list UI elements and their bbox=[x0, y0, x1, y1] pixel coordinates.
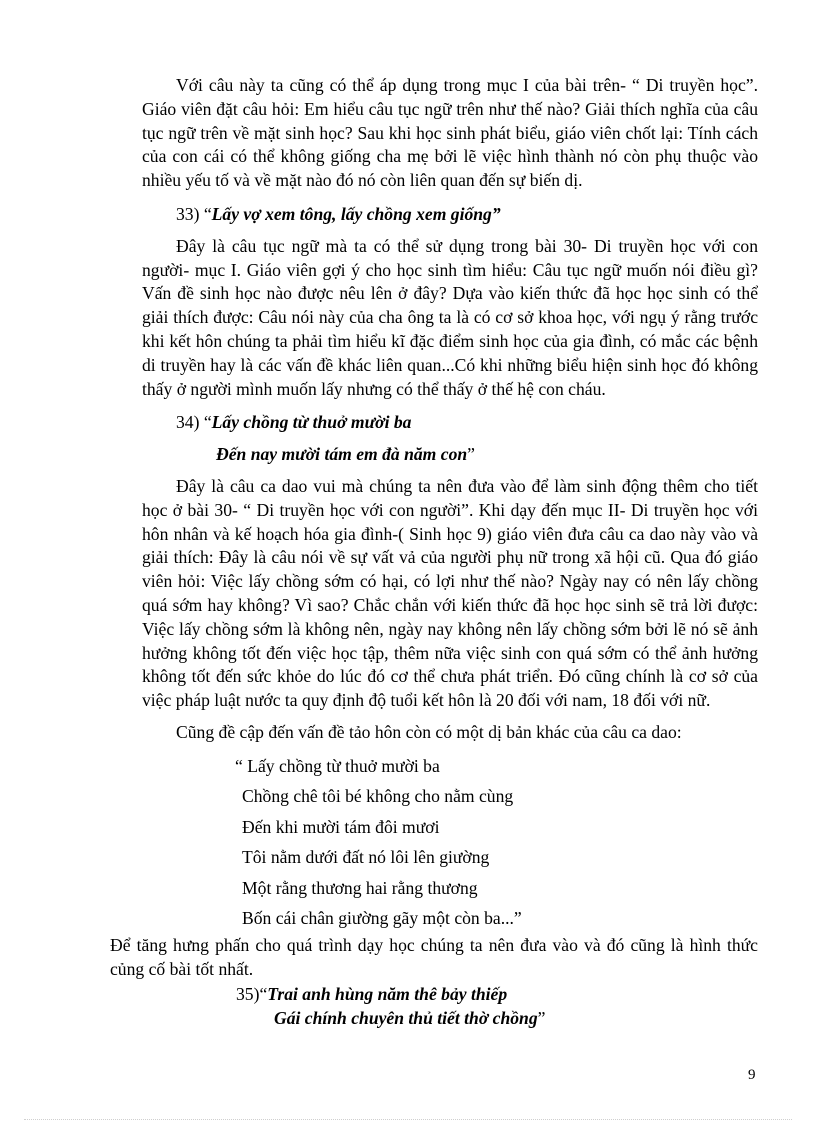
page-content bbox=[110, 74, 758, 1031]
poem-line: Tôi nằm dưới đất nó lôi lên giường bbox=[242, 847, 490, 868]
heading-34-close: ” bbox=[467, 444, 475, 465]
heading-35 bbox=[142, 983, 758, 1007]
page-number: 9 bbox=[748, 1067, 756, 1083]
poem-line: “ Lấy chồng từ thuở mười ba bbox=[235, 755, 440, 776]
heading-34-number: 34) “ bbox=[176, 412, 212, 433]
heading-33 bbox=[142, 203, 758, 227]
poem bbox=[235, 751, 758, 934]
poem-line: Đến khi mười tám đôi mươi bbox=[242, 816, 440, 837]
footer-divider bbox=[24, 1119, 792, 1120]
paragraph-1: Với câu này ta cũng có thể áp dụng trong mục I của bài trên- “ Di truyền học”. Giáo viên đặt câu hỏi: Em hiểu câu tục ngữ trên như thế nào? Giải thích nghĩa của câu tục ngữ trên về mặt sinh học? Sau khi học sinh phát biểu, giáo viên chốt lại: Tính cách của con cái có thể không giống cha mẹ bởi lẽ việc hình thành nó còn phụ thuộc vào nhiều yếu tố và về mặt nào đó nó còn liên quan đến sự biến dị. bbox=[142, 75, 758, 191]
heading-34-subline bbox=[142, 443, 758, 467]
heading-35-line-1: Trai anh hùng năm thê bảy thiếp bbox=[267, 984, 508, 1005]
paragraph-2: Đây là câu tục ngữ mà ta có thể sử dụng trong bài 30- Di truyền học với con người- mục I. Giáo viên gợi ý cho học sinh tìm hiểu: Câu tục ngữ muốn nói điều gì? Vấn đề sinh học nào được nêu lên ở đây? Dựa vào kiến thức đã học học sinh có thể giải thích được: Câu nói này của cha ông ta là có cơ sở khoa học, với ngụ ý rằng trước khi kết hôn chúng ta phải tìm hiểu kĩ đặc điểm sinh học của gia đình, có mắc các bệnh di truyền hay là các vấn đề khác liên quan...Có khi những biểu hiện sinh học đó không thấy ở người mình muốn lấy nhưng có thể thấy ở thế hệ con cháu. bbox=[142, 235, 758, 399]
heading-35-close: ” bbox=[537, 1008, 546, 1029]
paragraph-5: Để tăng hưng phấn cho quá trình dạy học chúng ta nên đưa vào và đó cũng là hình thức củng cố bài tốt nhất. bbox=[110, 934, 758, 979]
poem-line: Bốn cái chân giường gãy một còn ba...” bbox=[242, 908, 522, 929]
heading-35-line-2: Gái chính chuyên thủ tiết thờ chồng bbox=[274, 1008, 538, 1029]
heading-35-second bbox=[142, 1007, 758, 1031]
heading-33-number: 33) “ bbox=[176, 203, 212, 224]
heading-34-sub: Đến nay mười tám em đà năm con bbox=[216, 444, 468, 465]
poem-line: Chồng chê tôi bé không cho nằm cùng bbox=[242, 786, 514, 807]
heading-33-title: Lấy vợ xem tông, lấy chồng xem giống” bbox=[211, 203, 501, 224]
paragraph-4: Cũng đề cập đến vấn đề tảo hôn còn có một dị bản khác của câu ca dao: bbox=[176, 721, 682, 742]
heading-34 bbox=[142, 411, 758, 435]
poem-line: Một rằng thương hai rằng thương bbox=[242, 877, 478, 898]
heading-35-number: 35)“ bbox=[236, 984, 268, 1005]
paragraph-3: Đây là câu ca dao vui mà chúng ta nên đưa vào để làm sinh động thêm cho tiết học ở bài 30- “ Di truyền học với con người”. Khi dạy đến mục II- Di truyền học với hôn nhân và kế hoạch hóa gia đình-( Sinh học 9) giáo viên đưa câu ca dao này vào và giải thích: Đây là câu nói về sự vất vả của người phụ nữ trong xã hội cũ. Qua đó giáo viên hỏi: Việc lấy chồng sớm có hại, có lợi như thế nào? Ngày nay có nên lấy chồng quá sớm hay không? Vì sao? Chắc chắn với kiến thức đã học học sinh sẽ trả lời được: Việc lấy chồng sớm là không nên, ngày nay không nên lấy chồng sớm bởi lẽ nó sẽ ảnh hưởng không tốt đến việc học tập, thêm nữa việc sinh con quá sớm có thể ảnh hưởng không tốt đến sức khỏe do lúc đó cơ thể chưa phát triển. Đó cũng chính là cơ sở của việc pháp luật nước ta quy định độ tuổi kết hôn là 20 đối với nam, 18 đối với nữ. bbox=[142, 475, 758, 711]
heading-34-title: Lấy chồng từ thuở mười ba bbox=[211, 412, 412, 433]
